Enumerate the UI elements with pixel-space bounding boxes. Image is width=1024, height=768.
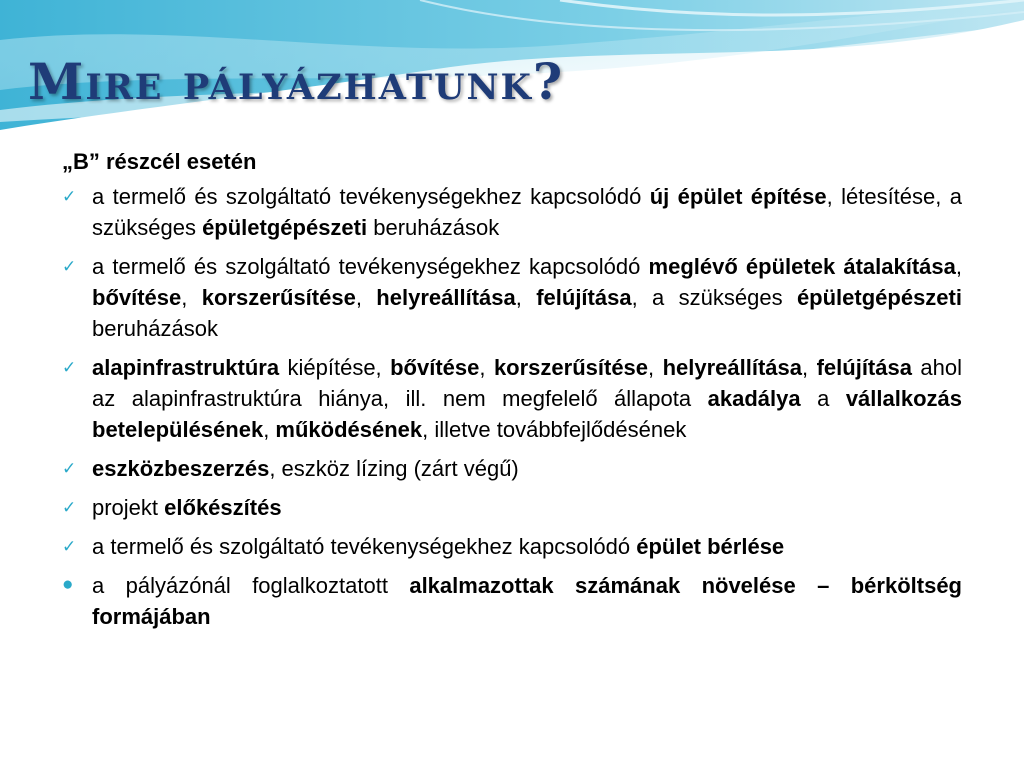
bold-text-segment: alapinfrastruktúra xyxy=(92,355,280,380)
bold-text-segment: felújítása xyxy=(816,355,912,380)
list-item xyxy=(62,531,962,562)
check-icon: ✓ xyxy=(62,498,77,517)
check-icon: ✓ xyxy=(62,459,77,478)
check-icon: ✓ xyxy=(62,358,77,377)
text-segment: kiépítése, xyxy=(279,355,391,380)
text-segment: a termelő és szolgáltató tevékenységekhez kapcsolódó xyxy=(92,534,637,559)
list-item xyxy=(62,251,962,344)
text-segment: , létesítése, a szükséges xyxy=(92,184,962,240)
bold-text-segment: eszközbeszerzés xyxy=(92,456,270,481)
check-icon: ✓ xyxy=(62,537,77,556)
bold-text-segment: épületgépészeti xyxy=(796,285,962,310)
bold-text-segment: felújítása xyxy=(536,285,632,310)
slide-title: Mire pályázhatunk? xyxy=(28,52,565,111)
text-segment: beruházások xyxy=(367,215,500,240)
check-icon: ✓ xyxy=(62,187,77,206)
text-segment: a termelő és szolgáltató tevékenységekhez kapcsolódó xyxy=(92,254,649,279)
bold-text-segment: épület bérlése xyxy=(636,534,785,559)
bold-text-segment: helyreállítása xyxy=(662,355,803,380)
bold-text-segment: akadálya xyxy=(707,386,801,411)
bold-text-segment: működésének xyxy=(275,417,423,442)
text-segment: , illetve továbbfejlődésének xyxy=(422,417,687,442)
slide-content xyxy=(62,146,962,640)
text-segment: , a szükséges xyxy=(631,285,797,310)
list-item xyxy=(62,570,962,632)
text-segment: , xyxy=(648,355,663,380)
text-segment: , xyxy=(515,285,537,310)
text-segment: a pályázónál foglalkoztatott xyxy=(92,573,410,598)
check-icon: ✓ xyxy=(62,257,77,276)
list-item xyxy=(62,352,962,445)
list-item xyxy=(62,453,962,484)
text-segment: , xyxy=(355,285,377,310)
bullet-list xyxy=(62,181,962,632)
bold-text-segment: helyreállítása xyxy=(376,285,516,310)
bold-text-segment: épületgépészeti xyxy=(202,215,368,240)
text-segment: , xyxy=(955,254,963,279)
text-segment: , xyxy=(263,417,276,442)
bullet-dot-icon: ● xyxy=(62,574,74,595)
text-segment: projekt xyxy=(92,495,165,520)
bold-text-segment: korszerűsítése xyxy=(493,355,649,380)
bold-text-segment: előkészítés xyxy=(164,495,282,520)
text-segment: , xyxy=(802,355,817,380)
bold-text-segment: meglévő épületek átalakítása xyxy=(648,254,956,279)
text-segment: , eszköz lízing (zárt végű) xyxy=(269,456,519,481)
text-segment: a termelő és szolgáltató tevékenységekhez kapcsolódó xyxy=(92,184,650,209)
text-segment: , xyxy=(181,285,202,310)
section-subheading: „B” részcél esetén xyxy=(62,149,257,174)
bold-text-segment: alkalmazottak számának növelése – bérköltség formájában xyxy=(92,573,962,629)
text-segment: a xyxy=(800,386,846,411)
text-segment: , xyxy=(479,355,494,380)
list-item xyxy=(62,492,962,523)
bold-text-segment: új épület építése xyxy=(649,184,827,209)
bold-text-segment: bővítése xyxy=(390,355,480,380)
bold-text-segment: korszerűsítése xyxy=(201,285,356,310)
bold-text-segment: vállalkozás betelepülésének xyxy=(92,386,962,442)
text-segment: ahol az alapinfrastruktúra hiánya, ill. nem megfelelő állapota xyxy=(92,355,963,411)
list-item xyxy=(62,181,962,243)
text-segment: beruházások xyxy=(92,316,218,341)
bold-text-segment: bővítése xyxy=(92,285,182,310)
